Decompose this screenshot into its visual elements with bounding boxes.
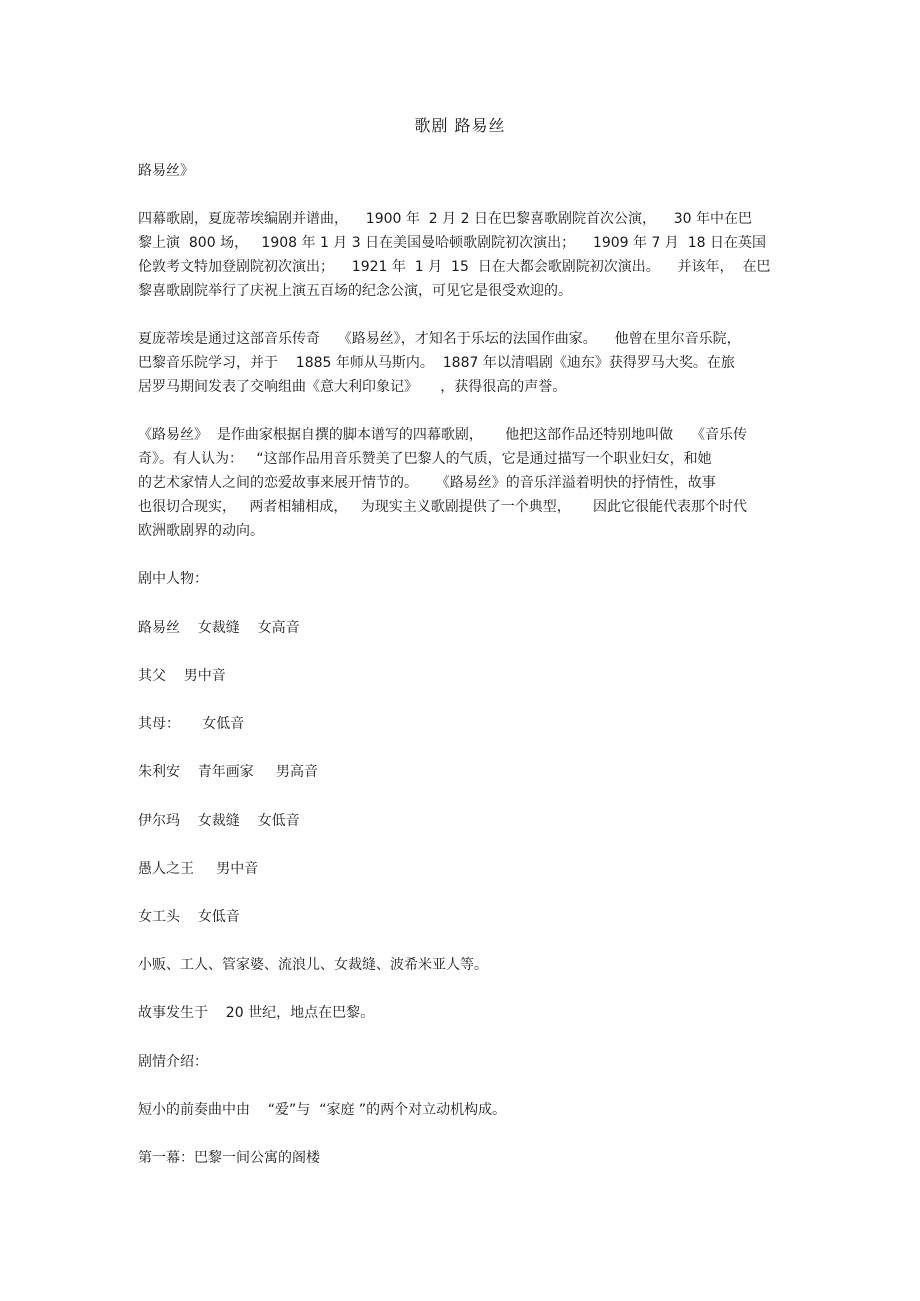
cast-item: 路易丝 女裁缝 女高音 [138,620,300,636]
cast-item: 其母： 女低音 [138,716,245,732]
paragraph-2-line-1: 夏庞蒂埃是通过这部音乐传奇 《路易丝》，才知名于乐坛的法国作曲家。 他曾在里尔音乐院， [138,331,741,347]
plot-heading: 剧情介绍： [138,1054,208,1070]
paragraph-1-line-1: 四幕歌剧，夏庞蒂埃编剧并谱曲， 1900 年 2 月 2 日在巴黎喜歌剧院首次公演， 30 年中在巴 [138,211,753,227]
document-title: 歌剧 路易丝 [414,116,506,135]
paragraph-3-line-5: 欧洲歌剧界的动向。 [138,523,264,539]
cast-item: 愚人之王 男中音 [138,861,259,877]
act-1-heading: 第一幕：巴黎一间公寓的阁楼 [138,1150,320,1166]
paragraph-1-line-3: 伦敦考文特加登剧院初次演出； 1921 年 1 月 15 日在大都会歌剧院初次演出。 并该年， 在巴 [138,259,771,275]
paragraph-3-line-4: 也很切合现实， 两者相辅相成， 为现实主义歌剧提供了一个典型， 因此它很能代表那个时代 [138,499,747,515]
paragraph-2-line-2: 巴黎音乐院学习，并于 1885 年师从马斯内。 1887 年以清唱剧《迪东》获得罗马大奖。在旅 [138,355,735,371]
paragraph-3-line-1: 《路易丝》 是作曲家根据自撰的脚本谱写的四幕歌剧， 他把这部作品还特别地叫做 《音乐传 [138,427,747,443]
cast-item: 小贩、工人、管家婆、流浪儿、女裁缝、波希米亚人等。 [138,957,488,973]
document-subtitle: 路易丝》 [138,163,194,179]
paragraph-3-line-3: 的艺术家情人之间的恋爱故事来展开情节的。 《路易丝》的音乐洋溢着明快的抒情性，故事 [138,475,716,491]
paragraph-3-line-2: 奇》。有人认为： “这部作品用音乐赞美了巴黎人的气质，它是通过描写一个职业妇女，和她 [138,451,712,467]
paragraph-1-line-2: 黎上演 800 场， 1908 年 1 月 3 日在美国曼哈顿歌剧院初次演出； 1909 年 7 月 18 日在英国 [138,235,766,251]
cast-item: 女工头 女低音 [138,909,240,925]
cast-item: 其父 男中音 [138,668,226,684]
prelude-line: 短小的前奏曲中由 “爱”与 “家庭 ”的两个对立动机构成。 [138,1102,507,1118]
cast-item: 朱利安 青年画家 男高音 [138,764,319,780]
cast-item: 伊尔玛 女裁缝 女低音 [138,813,300,829]
paragraph-1-line-4: 黎喜歌剧院举行了庆祝上演五百场的纪念公演，可见它是很受欢迎的。 [138,283,572,299]
setting-line: 故事发生于 20 世纪，地点在巴黎。 [138,1005,375,1021]
cast-heading: 剧中人物： [138,571,208,587]
paragraph-2-line-3: 居罗马期间发表了交响组曲《意大利印象记》 ，获得很高的声誉。 [138,379,567,395]
